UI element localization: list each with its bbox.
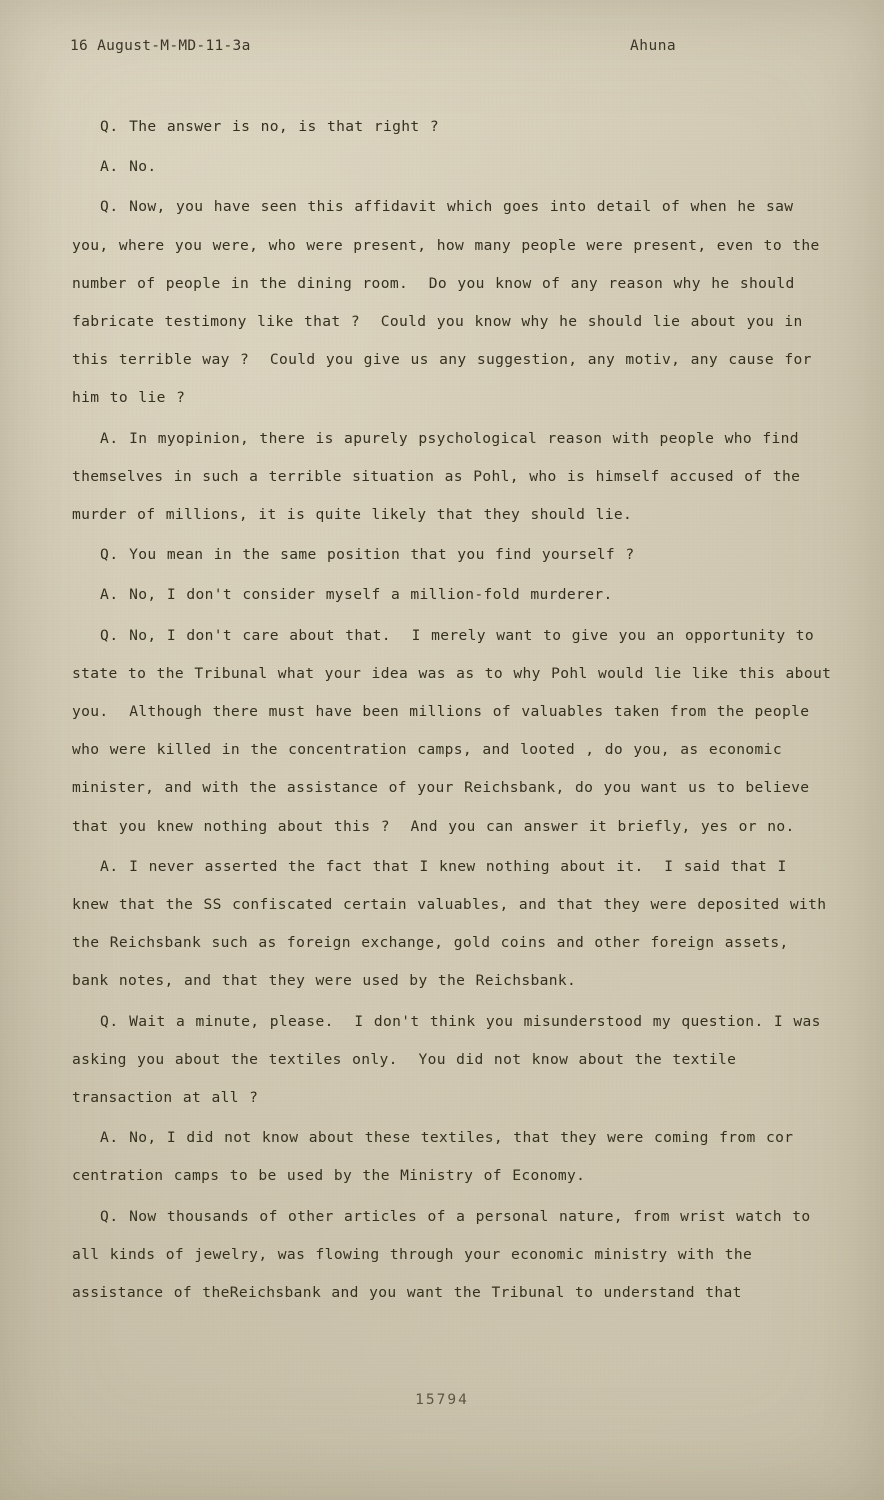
speech-text: Now, you have seen this affidavit which goes into detail of when he saw you, where you were, who were present, how many people were present, even to the number of people in the dining room. Do you know of any reason why he should fabricate testimony like that ? Could you know why he should lie about you in this terrible way ? Could you give us any suggestion, any motiv, any cause for him to lie ? xyxy=(72,198,831,407)
transcript-entry xyxy=(72,1198,832,1313)
speaker-label: Q. xyxy=(100,198,119,216)
speech-text: No. xyxy=(129,158,157,176)
speaker-label: Q. xyxy=(100,1012,119,1030)
speaker-label: Q. xyxy=(100,1207,119,1225)
speaker-label: Q. xyxy=(100,118,119,135)
speaker-label: A. xyxy=(100,586,119,604)
speaker-label: A. xyxy=(100,429,119,447)
transcript-entry xyxy=(72,420,832,535)
speech-text: In myopinion, there is apurely psychological reason with people who find themselves in such a terrible situation as Pohl, who is himself accused of the murder of millions, it is quite likely that they should lie. xyxy=(72,429,811,524)
transcript-entry xyxy=(72,536,832,574)
speaker-label: A. xyxy=(100,1129,119,1147)
transcript-entry xyxy=(72,1119,832,1195)
speech-text: Now thousands of other articles of a personal nature, from wrist watch to all kinds of jewelry, was flowing through your economic ministry with the assistance of theReichsbank and you want the Tribunal to understand that xyxy=(72,1207,821,1302)
transcript-entry xyxy=(72,108,832,146)
transcript-entry xyxy=(72,848,837,1001)
page-header xyxy=(0,38,884,62)
transcript-entry xyxy=(72,617,842,846)
transcript-entry xyxy=(72,576,832,614)
speech-text: The answer is no, is that right ? xyxy=(129,118,440,135)
header-document-id: 16 August-M-MD-11-3a xyxy=(70,38,251,54)
speaker-label: Q. xyxy=(100,626,119,644)
header-witness-name: Ahuna xyxy=(630,38,677,54)
page-number: 15794 xyxy=(415,1392,469,1408)
speech-text: You mean in the same position that you find yourself ? xyxy=(129,546,635,564)
speech-text: No, I did not know about these textiles, that they were coming from cor centration camps to be used by the Ministry of Economy. xyxy=(72,1129,804,1185)
speech-text: I never asserted the fact that I knew nothing about it. I said that I knew that the SS confiscated certain valuables, and that they were deposited with the Reichsbank such as foreign exchange, gold coins and other foreign assets, bank notes, and that they were used by the Reichsbank. xyxy=(72,857,837,990)
speech-text: No, I don't care about that. I merely want to give you an opportunity to state to the Tribunal what your idea was as to why Pohl would lie like this about you. Although there must have been millions of valuables taken from the people who were killed in the concentration camps, and looted , do you, as economic minister, and with the assistance of your Reichsbank, do you want us to believe that you knew nothing about this ? And you can answer it briefly, yes or no. xyxy=(72,626,842,835)
speech-text: Wait a minute, please. I don't think you misunderstood my question. I was asking you about the textiles only. You did not know about the textile transaction at all ? xyxy=(72,1012,832,1107)
transcript-entry xyxy=(72,148,832,186)
transcript-entry xyxy=(72,1003,832,1118)
speaker-label: A. xyxy=(100,857,119,875)
speaker-label: A. xyxy=(100,158,119,176)
speaker-label: Q. xyxy=(100,546,119,564)
transcript-entry xyxy=(72,188,832,417)
speech-text: No, I don't consider myself a million-fold murderer. xyxy=(129,586,613,604)
transcript-body xyxy=(72,108,842,1314)
